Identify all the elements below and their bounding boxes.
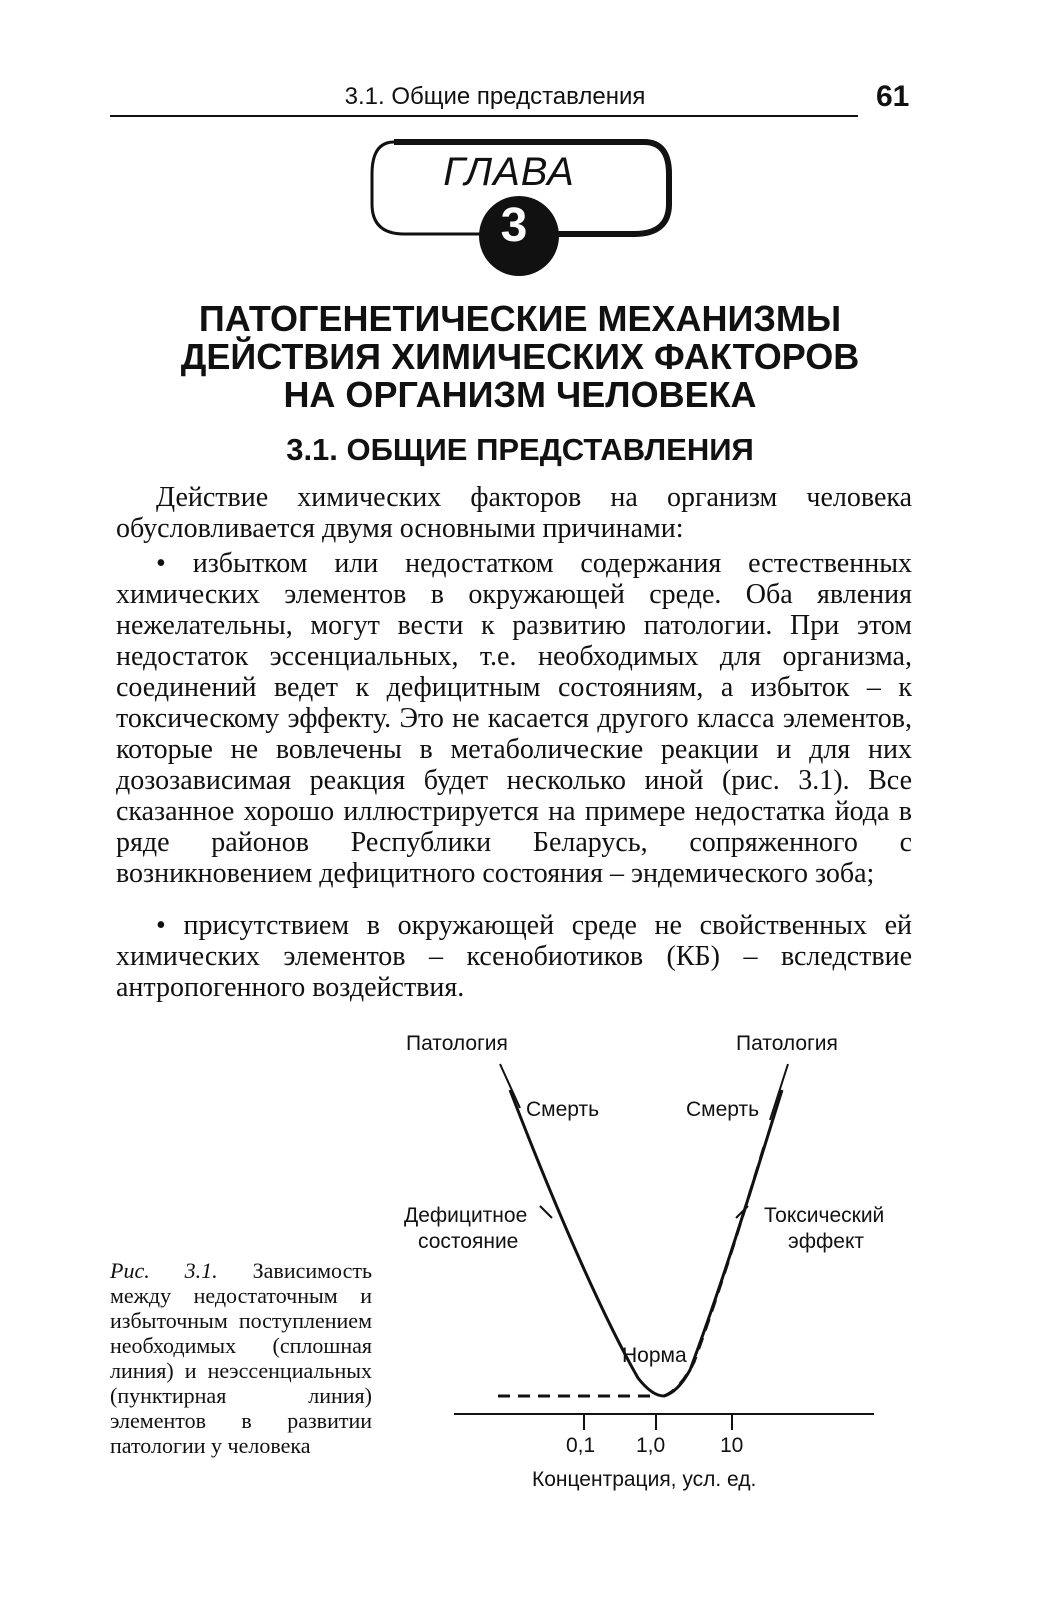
- bullet-text: присутствием в окружающей среде не свойственных ей химических элементов – ксенобиотиков (КБ) – вследствие антропогенного воздействия.: [116, 910, 912, 1003]
- label-pathology-right: Патология: [736, 1032, 838, 1055]
- chapter-number: 3: [500, 199, 528, 252]
- x-tick-label: 1,0: [636, 1434, 666, 1457]
- figure-caption: [110, 1258, 372, 1458]
- chapter-title-line: ПАТОГЕНЕТИЧЕСКИЕ МЕХАНИЗМЫ: [198, 298, 842, 339]
- running-header-title: 3.1. Общие представления: [344, 83, 646, 110]
- leader-pathology-left: [500, 1064, 520, 1108]
- header-rule: [110, 115, 858, 117]
- label-toxic-line1: Токсический: [764, 1204, 885, 1227]
- section-title: 3.1. ОБЩИЕ ПРЕДСТАВЛЕНИЯ: [286, 432, 754, 467]
- chapter-word: ГЛАВА: [443, 150, 575, 194]
- bullet-mark: •: [156, 910, 166, 941]
- label-deficiency-line1: Дефицитное: [404, 1204, 528, 1227]
- bullet-item: [116, 910, 912, 1003]
- chapter-title: [120, 300, 920, 414]
- label-deficiency-line2: состояние: [418, 1230, 519, 1253]
- label-pathology-left: Патология: [406, 1032, 508, 1055]
- bullet-mark: •: [156, 548, 166, 579]
- figure-caption-label: Рис. 3.1.: [110, 1258, 218, 1283]
- label-death-left: Смерть: [526, 1098, 600, 1121]
- x-tick-label: 10: [720, 1434, 744, 1457]
- chapter-title-line: ДЕЙСТВИЯ ХИМИЧЕСКИХ ФАКТОРОВ: [180, 336, 860, 377]
- chapter-title-line: НА ОРГАНИЗМ ЧЕЛОВЕКА: [283, 374, 757, 415]
- figure-caption-text: Зависимость между недостаточным и избыточным поступлением необходимых (сплошная линия) и неэссенциальных (пунктирная линия) элементов в развитии патологии у человека: [110, 1258, 373, 1458]
- leader-deficiency: [540, 1206, 552, 1218]
- x-axis-label: Концентрация, усл. ед.: [532, 1468, 757, 1491]
- bullet-text: избытком или недостатком содержания естественных химических элементов в окружающей среде. Оба явления нежелательны, могут вести к развитию патологии. При этом недостаток эссенциальных, т.е. необходимых для организма, соединений ведет к дефицитным состояниям, а избыток – к токсическому эффекту. Это не касается другого класса элементов, которые не вовлечены в метаболические реакции и для них дозозависимая реакция будет несколько иной (рис. 3.1). Все сказанное хорошо иллюстрируется на примере недостатка йода в ряде районов Республики Беларусь, сопряженного с возникновением дефицитного состояния – эндемического зоба;: [116, 548, 913, 889]
- label-death-right: Смерть: [686, 1098, 760, 1121]
- x-tick-label: 0,1: [566, 1434, 596, 1457]
- bullet-item: [116, 548, 912, 889]
- leader-pathology-right: [770, 1064, 788, 1120]
- label-toxic-line2: эффект: [788, 1230, 864, 1253]
- intro-paragraph: Действие химических факторов на организм человека обусловливается двумя основными причинами:: [116, 482, 912, 544]
- dose-response-figure: [390, 1020, 910, 1500]
- label-norm: Норма: [622, 1344, 687, 1367]
- page-number: 61: [876, 80, 910, 113]
